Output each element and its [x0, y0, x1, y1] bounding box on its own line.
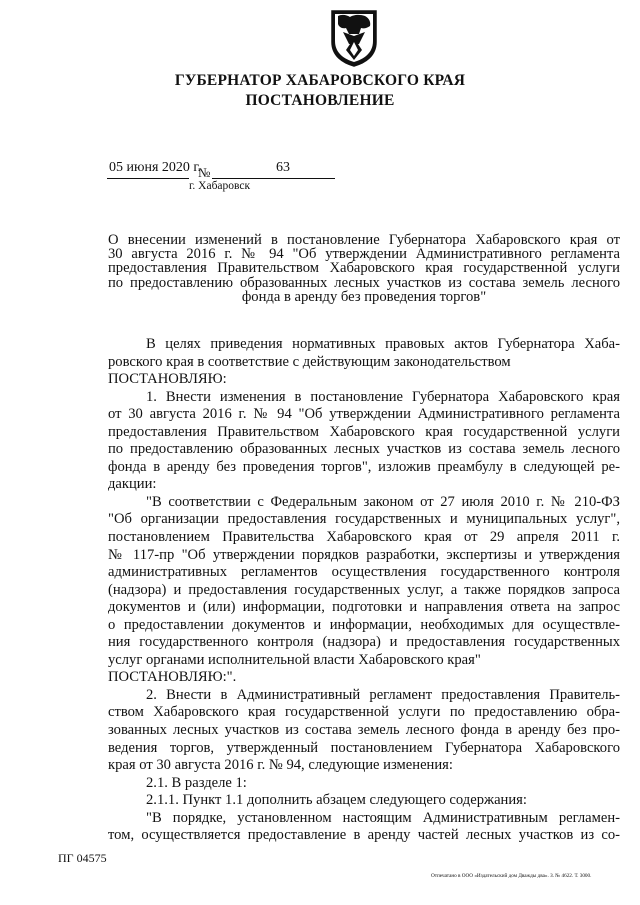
body-line: предоставления Правительством Хабаровского края государственной услуги [108, 423, 620, 440]
body-line: ПОСТАНОВЛЯЮ:". [108, 669, 237, 686]
body-line: документов и (или) информации, подготовки и направления ответа на запрос [108, 599, 620, 616]
body-line: (надзора) и предоставления государственных услуг, а также порядков запроса [108, 581, 620, 598]
body-line: ведения торгов, утвержденный постановлением Губернатора Хабаровского [108, 739, 620, 756]
body-line: 2.1. В разделе 1: [146, 774, 247, 791]
body-line: "В соответствии с Федеральным законом от 27 июля 2010 г. № 210-ФЗ [146, 493, 620, 510]
body-line: зованных лесных участков из состава земель лесного фонда в аренду без про- [108, 722, 620, 739]
subject-line: 30 августа 2016 г. № 94 "Об утверждении Административного регламента [108, 246, 620, 263]
document-date: 05 июня 2020 г. [109, 160, 202, 175]
body-line: постановлением Правительства Хабаровского края от 29 апреля 2011 г. [108, 529, 620, 546]
body-line: о предоставлении документов и информации, необходимых для осуществле- [108, 616, 620, 633]
body-line: том, осуществляется предоставление в аренду частей лесных участков из со- [108, 827, 620, 844]
body-line: от 30 августа 2016 г. № 94 "Об утверждении Административного регламента [108, 406, 620, 423]
body-line: по предоставлению образованных лесных участков из состава земель лесного [108, 441, 620, 458]
subject-line: О внесении изменений в постановление Губернатора Хабаровского края от [108, 232, 620, 248]
khabarovsk-coat-of-arms-icon [329, 8, 379, 68]
document-code: ПГ 04575 [58, 851, 107, 865]
body-line: "В порядке, установленном настоящим Административным регламен- [146, 809, 620, 826]
body-line: края от 30 августа 2016 г. № 94, следующие изменения: [108, 757, 453, 774]
body-line: административных регламентов осуществления государственного контроля [108, 564, 620, 581]
body-line: № 117-пр "Об утверждении порядков разработки, экспертизы и утверждения [108, 546, 620, 563]
body-line: услуг органами исполнительной власти Хабаровского края" [108, 651, 481, 668]
document-body [108, 336, 620, 845]
body-line: В целях приведения нормативных правовых актов Губернатора Хаба- [146, 336, 620, 352]
body-line: ровского края в соответствие с действующим законодательством [108, 353, 511, 370]
subject-line: предоставления Правительством Хабаровского края государственной услуги [108, 260, 620, 277]
body-line: ством Хабаровского края государственной услуги по предоставлению обра- [108, 704, 620, 721]
body-line: 2.1.1. Пункт 1.1 дополнить абзацем следующего содержания: [146, 792, 527, 809]
subject-line: по предоставлению образованных лесных участков из состава земель лесного [108, 274, 620, 291]
document-city: г. Хабаровск [189, 180, 251, 192]
document-number: 63 [276, 160, 290, 175]
body-line: дакции: [108, 476, 157, 493]
document-subject [108, 233, 620, 304]
body-line: 1. Внести изменения в постановление Губернатора Хабаровского края [146, 388, 620, 405]
number-underline [212, 178, 335, 179]
document-type-title: ПОСТАНОВЛЕНИЕ [245, 92, 395, 109]
print-note: Отпечатано в ООО «Издательский дом Дважды два». З. № 4622. Т. 3000. [431, 873, 592, 879]
body-line: ния государственного контроля (надзора) и предоставления государственных [108, 634, 620, 651]
document-authority-title: ГУБЕРНАТОР ХАБАРОВСКОГО КРАЯ [174, 72, 466, 89]
body-line: ПОСТАНОВЛЯЮ: [108, 371, 227, 388]
subject-line: фонда в аренду без проведения торгов" [241, 288, 487, 305]
body-line: 2. Внести в Административный регламент предоставления Правитель- [146, 686, 620, 703]
body-line: "Об организации предоставления государственных и муниципальных услуг", [108, 511, 620, 528]
number-sign: № [198, 165, 211, 180]
body-line: фонда в аренду без проведения торгов", изложив преамбулу в следующей ре- [108, 458, 620, 475]
date-underline [107, 178, 189, 179]
